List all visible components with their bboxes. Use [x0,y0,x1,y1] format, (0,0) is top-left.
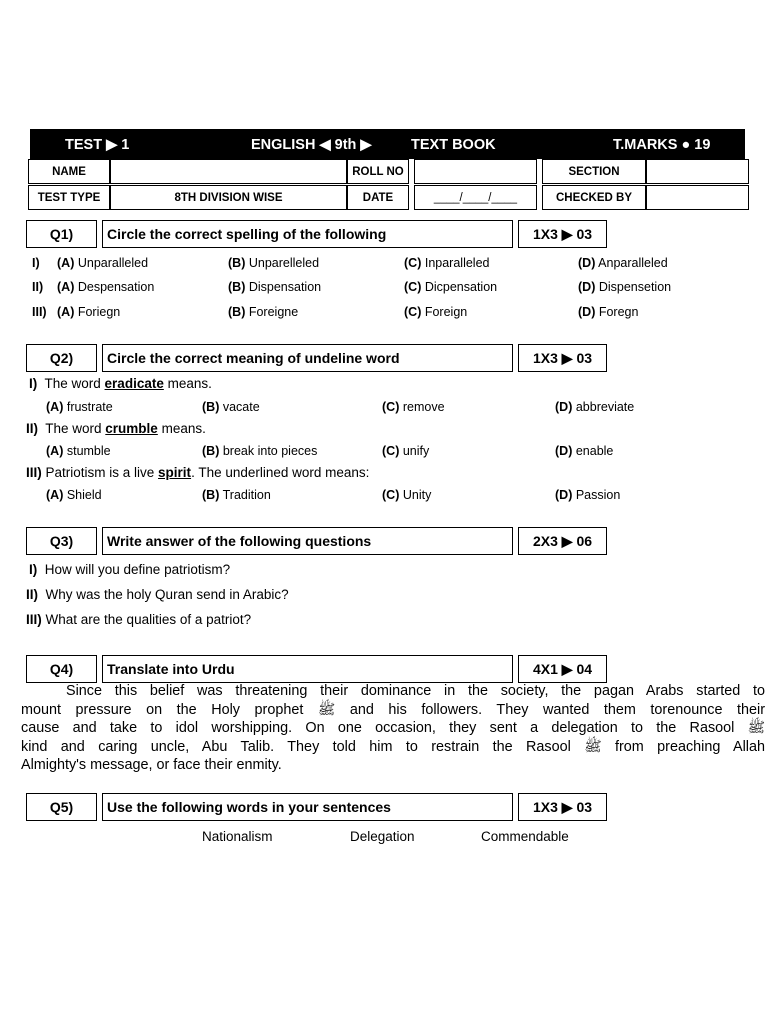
q2-title: Circle the correct meaning of undeline word [102,344,513,372]
q2-number: Q2) [26,344,97,372]
q5-title: Use the following words in your sentences [102,793,513,821]
option-d[interactable]: (D) Dispensetion [578,280,672,294]
option-d[interactable]: (D) Anparalleled [578,256,668,270]
paragraph-line: Since this belief was threatening their dominance in the society, the pagan Arabs started to [66,683,765,699]
section-label: SECTION [542,159,646,184]
q4-number: Q4) [26,655,97,683]
paragraph-line: Almighty's message, or face their enmity. [21,757,282,773]
q1-marks: 1X3 ▶ 03 [518,220,607,248]
item-number: I) [32,256,40,270]
option-a[interactable]: (A) Despensation [57,280,155,294]
option-c[interactable]: (C) Inparalleled [404,256,490,270]
option-b[interactable]: (B) Foreigne [228,305,299,319]
q3-item: I) How will you define patriotism? [29,562,231,577]
option-b[interactable]: (B) Unparelleled [228,256,320,270]
option-c[interactable]: (C) unify [382,444,430,458]
item-number: II) [32,280,44,294]
option-a[interactable]: (A) frustrate [46,400,113,414]
test-type-value: 8TH DIVISION WISE [110,185,347,210]
roll-no-field[interactable] [414,159,537,184]
q3-item: III) What are the qualities of a patriot? [26,612,252,627]
q2-marks: 1X3 ▶ 03 [518,344,607,372]
total-marks: T.MARKS ● 19 [613,137,711,153]
q1-title: Circle the correct spelling of the following [102,220,513,248]
option-b[interactable]: (B) Dispensation [228,280,322,294]
option-c[interactable]: (C) remove [382,400,445,414]
question-sentence: I) The word eradicate means. [29,376,212,391]
option-b[interactable]: (B) vacate [202,400,260,414]
question-sentence: II) The word crumble means. [26,421,206,436]
book-label: TEXT BOOK [411,137,496,153]
q5-number: Q5) [26,793,97,821]
test-header-bar [30,129,745,159]
option-a[interactable]: (A) Foriegn [57,305,121,319]
option-c[interactable]: (C) Foreign [404,305,468,319]
name-field[interactable] [110,159,347,184]
option-b[interactable]: (B) Tradition [202,488,271,502]
option-d[interactable]: (D) Foregn [578,305,639,319]
q5-marks: 1X3 ▶ 03 [518,793,607,821]
q3-marks: 2X3 ▶ 06 [518,527,607,555]
q3-title: Write answer of the following questions [102,527,513,555]
option-b[interactable]: (B) break into pieces [202,444,318,458]
checked-by-label: CHECKED BY [542,185,646,210]
option-d[interactable]: (D) Passion [555,488,621,502]
paragraph-line: mount pressure on the Holy prophet ﷺ and his followers. They wanted them torenounce their [21,701,765,718]
question-sentence: III) Patriotism is a live spirit. The underlined word means: [26,465,370,480]
option-c[interactable]: (C) Unity [382,488,432,502]
word-item: Commendable [481,829,569,844]
q4-marks: 4X1 ▶ 04 [518,655,607,683]
paragraph-line: cause and take to idol worshipping. On one occasion, they sent a delegation to the Rasool ﷺ [21,720,765,736]
option-a[interactable]: (A) Shield [46,488,102,502]
name-label: NAME [28,159,110,184]
word-item: Delegation [350,829,415,844]
test-type-label: TEST TYPE [28,185,110,210]
date-label: DATE [347,185,409,210]
word-item: Nationalism [202,829,273,844]
translation-paragraph [21,682,765,775]
test-number: TEST ▶ 1 [65,137,130,153]
subject-class: ENGLISH ◀ 9th ▶ [251,137,372,153]
q1-number: Q1) [26,220,97,248]
q3-item: II) Why was the holy Quran send in Arabic? [26,587,289,602]
roll-no-label: ROLL NO [347,159,409,184]
checked-by-field[interactable] [646,185,749,210]
option-d[interactable]: (D) enable [555,444,614,458]
info-row-2 [28,185,749,210]
option-a[interactable]: (A) stumble [46,444,111,458]
section-field[interactable] [646,159,749,184]
q3-number: Q3) [26,527,97,555]
info-row-1 [28,159,749,184]
q4-title: Translate into Urdu [102,655,513,683]
option-c[interactable]: (C) Dicpensation [404,280,498,294]
item-number: III) [32,305,47,319]
option-a[interactable]: (A) Unparalleled [57,256,149,270]
option-d[interactable]: (D) abbreviate [555,400,635,414]
paragraph-line: kind and caring uncle, Abu Talib. They told him to restrain the Rasool ﷺ from preaching Allah [21,738,765,755]
date-field[interactable]: ____/____/____ [414,185,537,210]
